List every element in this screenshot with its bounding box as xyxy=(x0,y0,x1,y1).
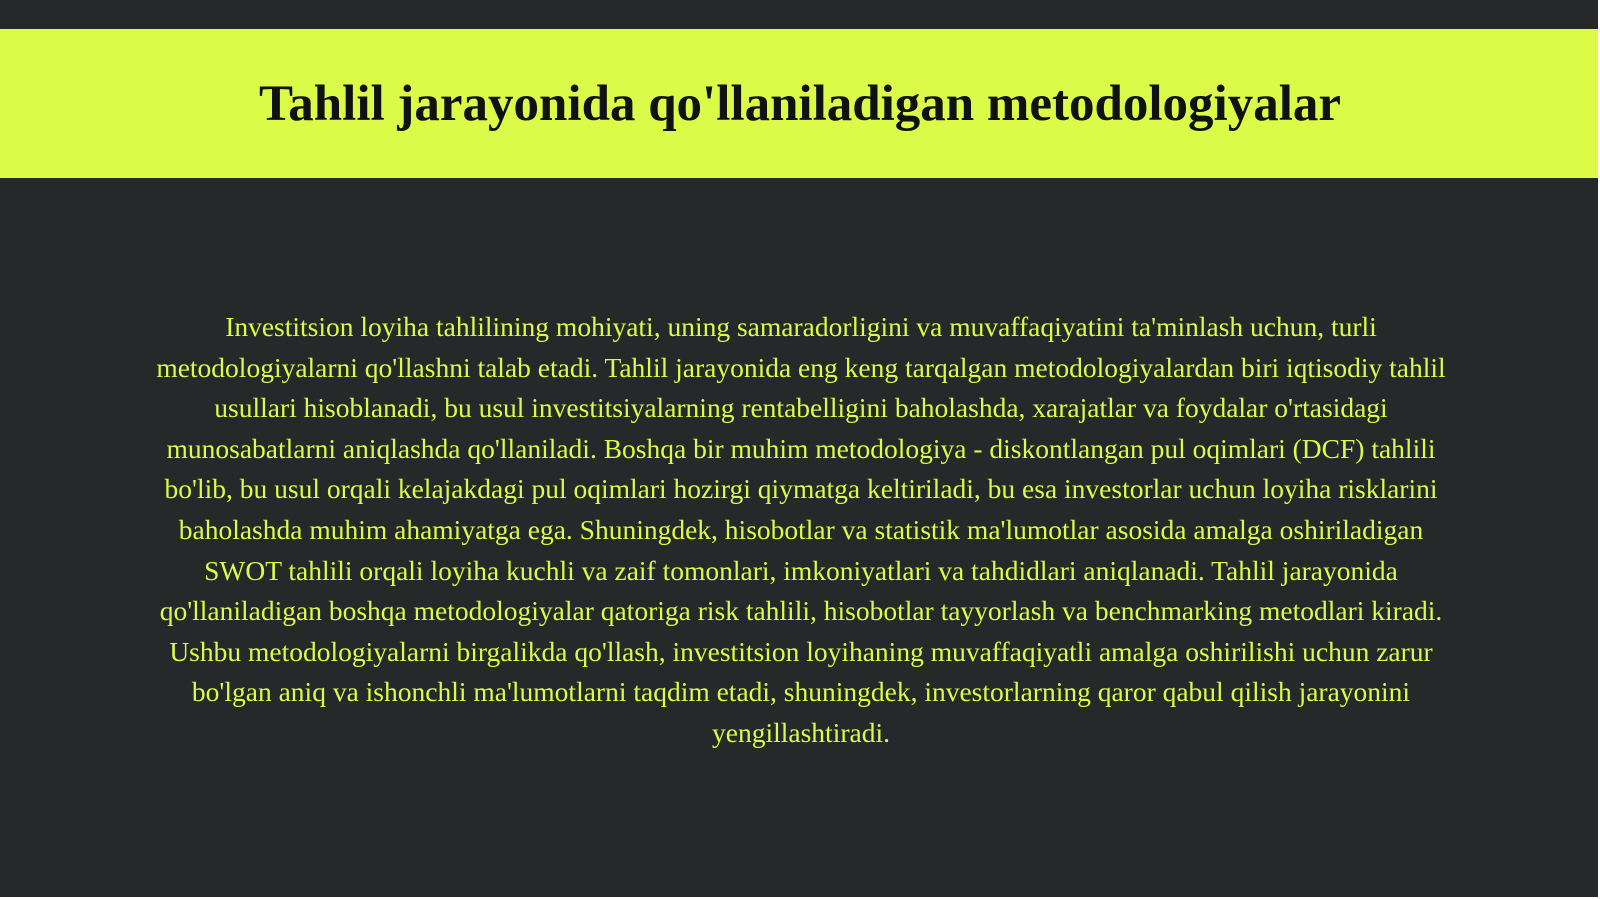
title-band xyxy=(0,29,1600,178)
slide-title: Tahlil jarayonida qo'llaniladigan metodologiyalar xyxy=(258,75,1342,132)
slide-body-text: Investitsion loyiha tahlilining mohiyati, uning samaradorligini va muvaffaqiyatini ta'minlash uchun, turli metodologiyalarni qo'llashni talab etadi. Tahlil jarayonida eng keng tarqalgan metodologiyalardan biri iqtisodiy tahlil usullari hisoblanadi, bu usul investitsiyalarning rentabelligini baholashda, xarajatlar va foydalar o'rtasidagi munosabatlarni aniqlashda qo'llaniladi. Boshqa bir muhim metodologiya - diskontlangan pul oqimlari (DCF) tahlili bo'lib, bu usul orqali kelajakdagi pul oqimlari hozirgi qiymatga keltiriladi, bu esa investorlar uchun loyiha risklarini baholashda muhim ahamiyatga ega. Shuningdek, hisobotlar va statistik ma'lumotlar asosida amalga oshiriladigan SWOT tahlili orqali loyiha kuchli va zaif tomonlari, imkoniyatlari va tahdidlari aniqlanadi. Tahlil jarayonida qo'llaniladigan boshqa metodologiyalar qatoriga risk tahlili, hisobotlar tayyorlash va benchmarking metodlari kiradi. Ushbu metodologiyalarni birgalikda qo'llash, investitsion loyihaning muvaffaqiyatli amalga oshirilishi uchun zarur bo'lgan aniq va ishonchli ma'lumotlarni taqdim etadi, shuningdek, investorlarning qaror qabul qilish jarayonini yengillashtiradi. xyxy=(156,311,1446,748)
